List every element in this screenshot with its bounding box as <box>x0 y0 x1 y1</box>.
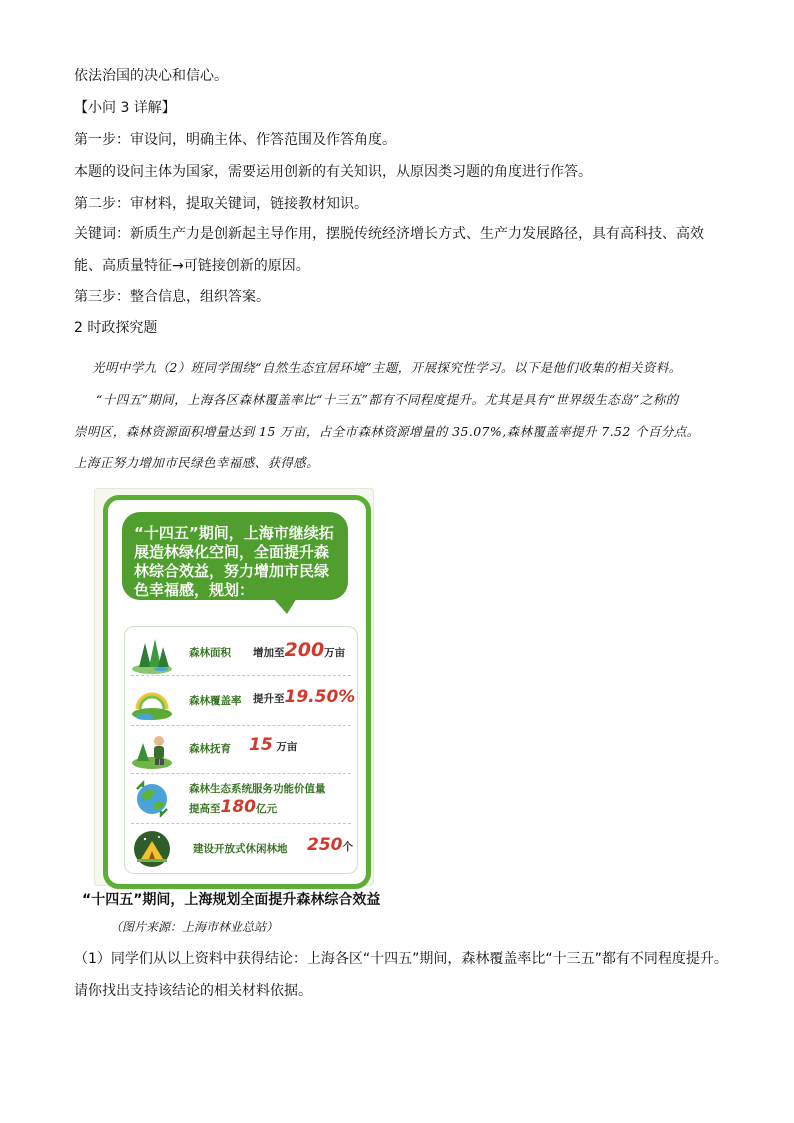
question-text: （1）同学们从以上资料中获得结论：上海各区“十四五”期间，森林覆盖率比“十三五”都有不同程度提升。 <box>74 951 728 967</box>
plan-value: 15 万亩 <box>249 735 298 755</box>
material-paragraph: 上海正努力增加市民绿色幸福感、获得感。 <box>74 455 320 470</box>
plan-label: 森林覆盖率 <box>189 695 242 707</box>
gardener-icon <box>131 729 173 771</box>
text-line: 依法治国的决心和信心。 <box>74 68 228 84</box>
plan-row <box>125 775 357 823</box>
plan-label: 森林抚育 <box>189 743 231 755</box>
plan-row <box>125 679 357 727</box>
text-line: 关键词：新质生产力是创新起主导作用，摆脱传统经济增长方式、生产力发展路径，具有高科技、高效 <box>74 226 704 242</box>
plan-value: 提高至180亿元 <box>189 797 277 817</box>
plan-label: 建设开放式休闲林地 <box>193 843 288 855</box>
plan-value: 提升至19.50% <box>253 687 356 707</box>
speech-bubble-tail <box>273 598 297 614</box>
question-title: 2 时政探究题 <box>74 320 158 336</box>
plan-label: 森林生态系统服务功能价值量 <box>189 783 326 795</box>
question-text: 请你找出支持该结论的相关材料依据。 <box>74 983 312 999</box>
plan-row <box>125 631 357 679</box>
text-line: 第一步：审设问，明确主体、作答范围及作答角度。 <box>74 132 396 148</box>
infographic-frame <box>103 495 371 889</box>
figure-source: （图片来源：上海市林业总站） <box>110 920 279 934</box>
material-paragraph: 崇明区，森林资源面积增量达到 15 万亩，占全市森林资源增量的 35.07%,森林覆盖率提升 7.52 个百分点。 <box>74 424 700 439</box>
row-divider <box>131 823 351 824</box>
material-paragraph: “十四五”期间，上海各区森林覆盖率比“十三五”都有不同程度提升。尤其是具有“世界级生态岛”之称的 <box>96 392 679 407</box>
plan-value: 增加至200万亩 <box>253 639 346 661</box>
row-divider <box>131 773 351 774</box>
plan-label: 森林面积 <box>189 647 231 659</box>
row-divider <box>131 725 351 726</box>
forest-plan-infographic <box>94 488 374 886</box>
text-line: 能、高质量特征→可链接创新的原因。 <box>74 258 310 274</box>
plan-row <box>125 727 357 775</box>
forest-icon <box>131 633 173 675</box>
text-line: 第二步：审材料，提取关键词，链接教材知识。 <box>74 196 368 212</box>
material-paragraph: 光明中学九（2）班同学围绕“自然生态宜居环境”主题，开展探究性学习。以下是他们收集的相关资料。 <box>92 360 682 375</box>
figure-caption: “十四五”期间，上海规划全面提升森林综合效益 <box>82 892 381 908</box>
section-heading: 【小问 3 详解】 <box>74 100 176 116</box>
speech-bubble <box>122 512 348 600</box>
infographic-headline: “十四五”期间，上海市继续拓展造林绿化空间，全面提升森林综合效益，努力增加市民绿色幸福感，规划： <box>134 524 334 599</box>
rainbow-landscape-icon <box>131 681 173 723</box>
recycle-earth-icon <box>131 777 173 819</box>
tent-icon <box>131 827 173 869</box>
text-line: 本题的设问主体为国家，需要运用创新的有关知识，从原因类习题的角度进行作答。 <box>74 164 592 180</box>
text-line: 第三步：整合信息，组织答案。 <box>74 289 270 305</box>
plan-value: 250个 <box>307 835 353 855</box>
row-divider <box>131 675 351 676</box>
plan-panel <box>124 626 358 874</box>
plan-row <box>125 825 357 873</box>
